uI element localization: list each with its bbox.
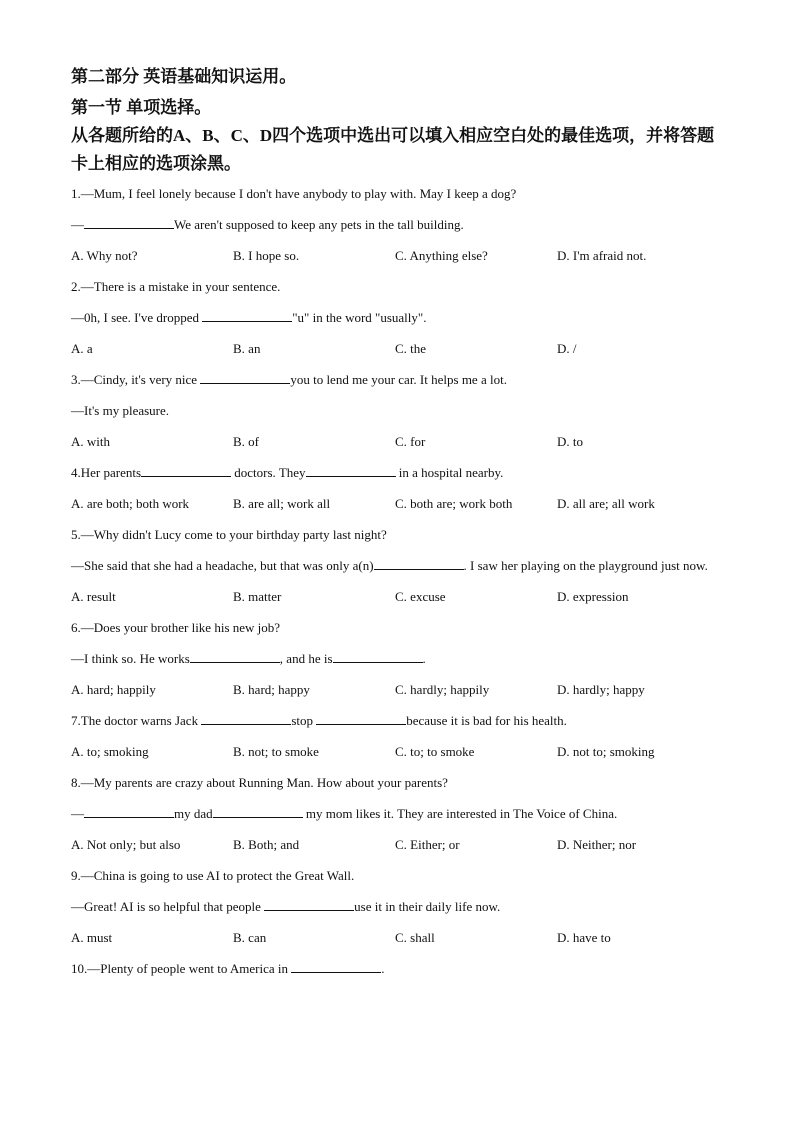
question-text: — xyxy=(71,217,84,232)
option-d[interactable]: D. not to; smoking xyxy=(557,744,655,759)
question-text: doctors. They xyxy=(231,465,306,480)
option-a[interactable]: A. result xyxy=(71,589,116,604)
question-text: —It's my pleasure. xyxy=(71,403,170,418)
question-text: 1.—Mum, I feel lonely because I don't have anybody to play with. May I keep a dog? xyxy=(71,186,517,201)
question-line xyxy=(71,178,731,209)
option-row xyxy=(71,333,731,364)
answer-blank[interactable] xyxy=(84,216,174,229)
option-b[interactable]: B. not; to smoke xyxy=(233,744,319,759)
question-3 xyxy=(71,364,731,457)
question-text: . xyxy=(422,651,426,666)
question-text: you to lend me your car. It helps me a lot. xyxy=(290,372,507,387)
option-c[interactable]: C. shall xyxy=(395,930,435,945)
question-text: because it is bad for his health. xyxy=(406,713,567,728)
option-c[interactable]: C. Either; or xyxy=(395,837,460,852)
question-text: —She said that she had a headache, but that was only a(n) xyxy=(71,558,374,573)
option-c[interactable]: C. to; to smoke xyxy=(395,744,475,759)
question-text: —Great! AI is so helpful that people xyxy=(71,899,265,914)
question-text: 10.—Plenty of people went to America in xyxy=(71,961,292,976)
question-text: 8.—My parents are crazy about Running Man. How about your parents? xyxy=(71,775,448,790)
question-text: my mom likes it. They are interested in The Voice of China. xyxy=(302,806,618,821)
question-text: 4.Her parents xyxy=(71,465,142,480)
question-line xyxy=(71,891,731,922)
answer-blank[interactable] xyxy=(190,650,280,663)
option-row xyxy=(71,581,731,612)
question-text: 5.—Why didn't Lucy come to your birthday party last night? xyxy=(71,527,387,542)
answer-blank[interactable] xyxy=(201,712,291,725)
exam-page xyxy=(71,60,731,984)
option-row xyxy=(71,240,731,271)
question-line xyxy=(71,798,731,829)
answer-blank[interactable] xyxy=(202,309,292,322)
option-row xyxy=(71,922,731,953)
question-line xyxy=(71,612,731,643)
question-1 xyxy=(71,178,731,271)
question-text: We aren't supposed to keep any pets in the tall building. xyxy=(174,217,464,232)
question-text: . xyxy=(381,961,385,976)
answer-blank[interactable] xyxy=(141,464,231,477)
answer-blank[interactable] xyxy=(374,557,464,570)
question-2 xyxy=(71,271,731,364)
answer-blank[interactable] xyxy=(200,371,290,384)
question-text: use it in their daily life now. xyxy=(354,899,501,914)
option-b[interactable]: B. I hope so. xyxy=(233,248,300,263)
option-d[interactable]: D. have to xyxy=(557,930,611,945)
question-5 xyxy=(71,519,731,612)
instructions: 从各题所给的A、B、C、D四个选项中选出可以填入相应空白处的最佳选项，并将答题卡上相应的选项涂黑。 xyxy=(71,126,715,173)
question-line xyxy=(71,209,731,240)
question-line xyxy=(71,395,731,426)
question-line xyxy=(71,519,731,550)
question-text: —I think so. He works xyxy=(71,651,190,666)
answer-blank[interactable] xyxy=(264,898,354,911)
option-c[interactable]: C. both are; work both xyxy=(395,496,513,511)
option-row xyxy=(71,674,731,705)
option-b[interactable]: B. hard; happy xyxy=(233,682,310,697)
answer-blank[interactable] xyxy=(84,805,174,818)
option-a[interactable]: A. Why not? xyxy=(71,248,138,263)
question-line xyxy=(71,364,731,395)
option-row xyxy=(71,488,731,519)
question-line xyxy=(71,860,731,891)
question-line xyxy=(71,643,731,674)
question-9 xyxy=(71,860,731,953)
answer-blank[interactable] xyxy=(213,805,303,818)
option-b[interactable]: B. Both; and xyxy=(233,837,300,852)
question-10 xyxy=(71,953,731,984)
option-a[interactable]: A. hard; happily xyxy=(71,682,156,697)
option-row xyxy=(71,829,731,860)
option-c[interactable]: C. Anything else? xyxy=(395,248,488,263)
option-b[interactable]: B. of xyxy=(233,434,259,449)
question-line xyxy=(71,302,731,333)
option-a[interactable]: A. a xyxy=(71,341,93,356)
question-text: 2.—There is a mistake in your sentence. xyxy=(71,279,281,294)
question-text: 3.—Cindy, it's very nice xyxy=(71,372,201,387)
answer-blank[interactable] xyxy=(333,650,423,663)
question-8 xyxy=(71,767,731,860)
question-6 xyxy=(71,612,731,705)
question-line xyxy=(71,457,731,488)
option-b[interactable]: B. can xyxy=(233,930,267,945)
option-d[interactable]: D. expression xyxy=(557,589,629,604)
option-c[interactable]: C. hardly; happily xyxy=(395,682,490,697)
option-d[interactable]: D. I'm afraid not. xyxy=(557,248,647,263)
question-text: — xyxy=(71,806,84,821)
option-c[interactable]: C. for xyxy=(395,434,426,449)
question-4 xyxy=(71,457,731,519)
question-text: , and he is xyxy=(279,651,333,666)
question-text: . I saw her playing on the playground just now. xyxy=(463,558,708,573)
question-text: my dad xyxy=(174,806,213,821)
question-line xyxy=(71,271,731,302)
answer-blank[interactable] xyxy=(306,464,396,477)
option-b[interactable]: B. are all; work all xyxy=(233,496,331,511)
option-row xyxy=(71,736,731,767)
option-d[interactable]: D. to xyxy=(557,434,583,449)
question-text: 6.—Does your brother like his new job? xyxy=(71,620,281,635)
question-text: —0h, I see. I've dropped xyxy=(71,310,203,325)
question-text: in a hospital nearby. xyxy=(395,465,504,480)
question-text: stop xyxy=(291,713,317,728)
option-a[interactable]: A. with xyxy=(71,434,110,449)
question-line xyxy=(71,767,731,798)
option-d[interactable]: D. / xyxy=(557,341,577,356)
option-c[interactable]: C. the xyxy=(395,341,427,356)
option-b[interactable]: B. matter xyxy=(233,589,282,604)
section-heading: 第二部分 英语基础知识运用。 xyxy=(71,67,297,86)
question-line xyxy=(71,705,731,736)
question-list xyxy=(71,178,731,984)
option-d[interactable]: D. hardly; happy xyxy=(557,682,645,697)
question-text: 7.The doctor warns Jack xyxy=(71,713,202,728)
option-a[interactable]: A. to; smoking xyxy=(71,744,149,759)
question-line xyxy=(71,550,731,581)
option-row xyxy=(71,426,731,457)
option-d[interactable]: D. Neither; nor xyxy=(557,837,637,852)
question-text: 9.—China is going to use AI to protect the Great Wall. xyxy=(71,868,355,883)
answer-blank[interactable] xyxy=(316,712,406,725)
subsection-heading: 第一节 单项选择。 xyxy=(71,98,212,117)
question-7 xyxy=(71,705,731,767)
answer-blank[interactable] xyxy=(291,960,381,973)
question-line xyxy=(71,953,731,984)
question-text: "u" in the word "usually". xyxy=(292,310,427,325)
option-d[interactable]: D. all are; all work xyxy=(557,496,655,511)
option-c[interactable]: C. excuse xyxy=(395,589,446,604)
option-a[interactable]: A. are both; both work xyxy=(71,496,190,511)
option-a[interactable]: A. Not only; but also xyxy=(71,837,181,852)
option-a[interactable]: A. must xyxy=(71,930,113,945)
option-b[interactable]: B. an xyxy=(233,341,261,356)
